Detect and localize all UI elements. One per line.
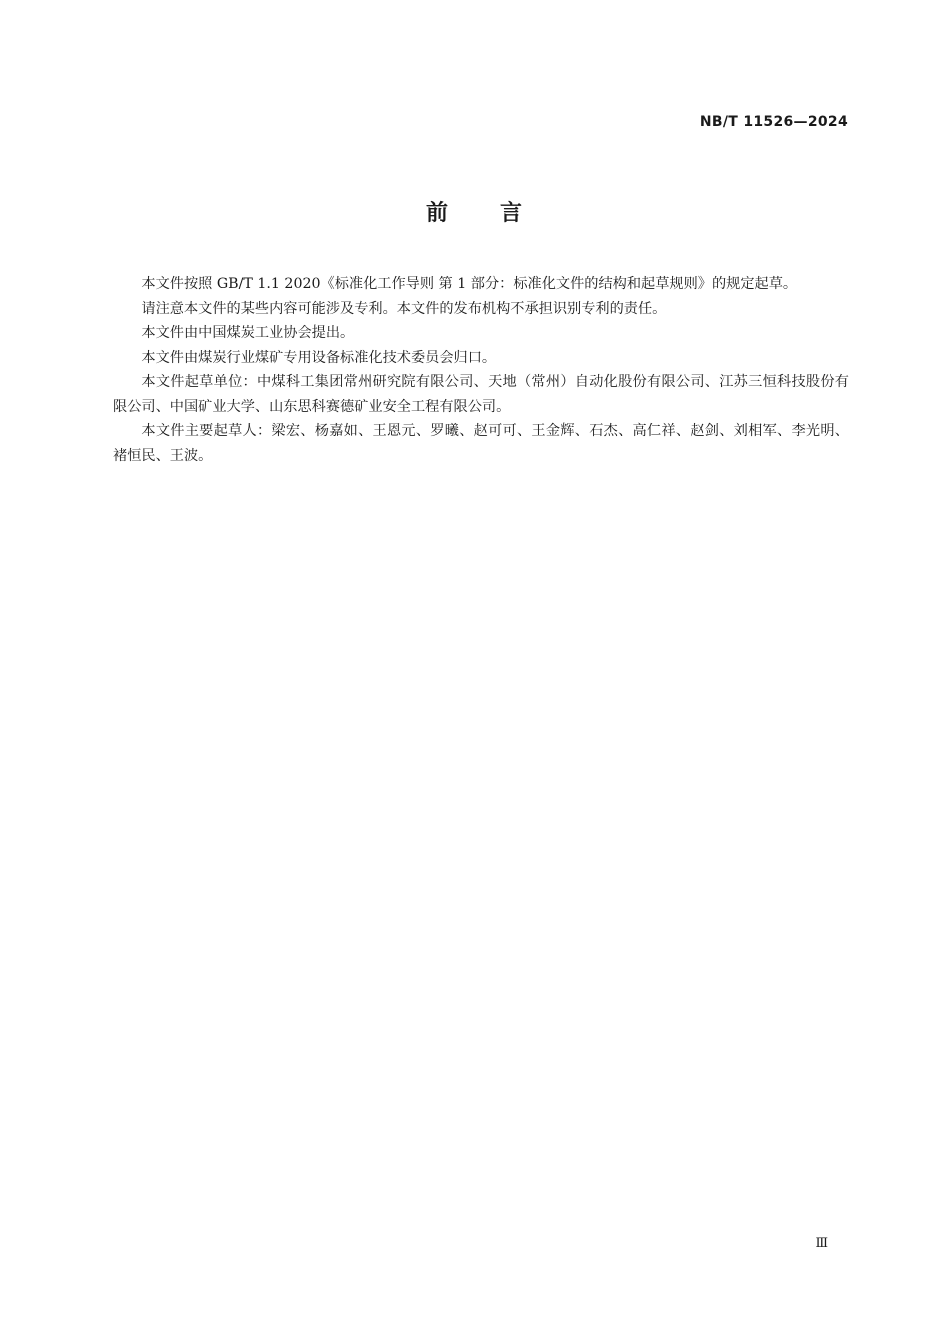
document-code: NB/T 11526—2024 <box>699 114 848 130</box>
page-title <box>0 196 950 227</box>
foreword-body <box>113 272 849 468</box>
paragraph-patent-notice: 请注意本文件的某些内容可能涉及专利。本文件的发布机构不承担识别专利的责任。 <box>141 300 667 317</box>
paragraph-drafting-units: 本文件起草单位：中煤科工集团常州研究院有限公司、天地（常州）自动化股份有限公司、江苏三恒科技股份有限公司、中国矿业大学、山东思科赛德矿业安全工程有限公司。 <box>113 374 849 415</box>
title-char-2: 言 <box>500 201 525 226</box>
page-number: Ⅲ <box>815 1236 828 1251</box>
paragraph-technical-committee: 本文件由煤炭行业煤矿专用设备标准化技术委员会归口。 <box>141 349 497 366</box>
paragraph-drafting-rules: 本文件按照 GB/T 1.1 2020《标准化工作导则 第 1 部分：标准化文件的结构和起草规则》的规定起草。 <box>141 276 798 292</box>
title-char-1: 前 <box>425 201 450 226</box>
paragraph-proposer: 本文件由中国煤炭工业协会提出。 <box>141 325 355 341</box>
paragraph-drafters: 本文件主要起草人：梁宏、杨嘉如、王恩元、罗曦、赵可可、王金辉、石杰、高仁祥、赵剑、刘相军、李光明、褚恒民、王波。 <box>113 423 849 464</box>
